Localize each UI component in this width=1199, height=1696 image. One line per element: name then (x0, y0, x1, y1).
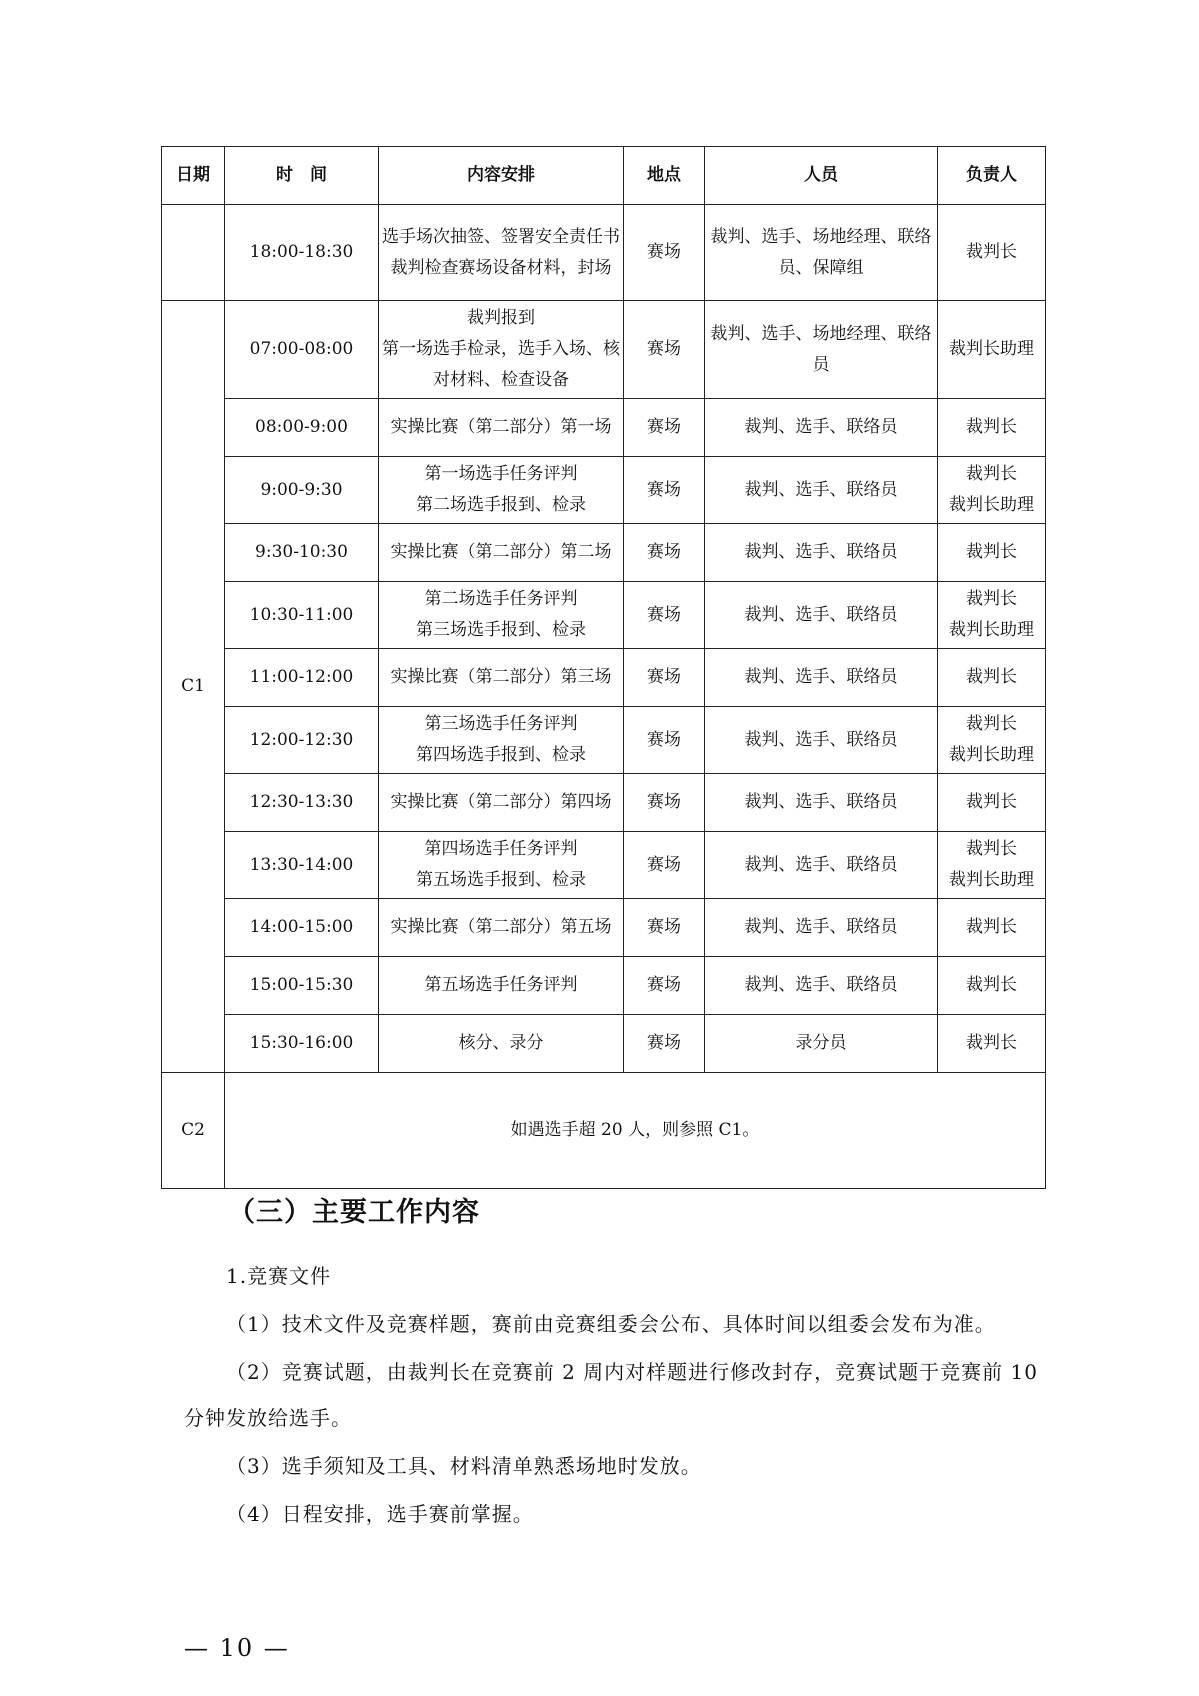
staff-cell: 录分员 (705, 1015, 938, 1073)
lead-line: 裁判长 (966, 667, 1017, 687)
staff-cell: 裁判、选手、联络员 (705, 899, 938, 957)
place-cell: 赛场 (624, 707, 705, 774)
lead-line: 裁判长 (966, 917, 1017, 937)
time-cell: 9:30-10:30 (225, 524, 379, 582)
staff-cell: 裁判、选手、联络员 (705, 707, 938, 774)
content-cell (379, 899, 624, 957)
place-cell: 赛场 (624, 301, 705, 399)
content-line: 实操比赛（第二部分）第一场 (390, 417, 612, 437)
place-cell: 赛场 (624, 957, 705, 1015)
place-cell: 赛场 (624, 832, 705, 899)
content-cell (379, 582, 624, 649)
page-number: — 10 — (184, 1634, 290, 1662)
time-cell: 11:00-12:00 (225, 649, 379, 707)
time-cell: 9:00-9:30 (225, 457, 379, 524)
place-cell: 赛场 (624, 399, 705, 457)
header-staff: 人员 (705, 147, 938, 205)
content-cell (379, 524, 624, 582)
content-line: 实操比赛（第二部分）第二场 (390, 542, 612, 562)
header-time: 时 间 (225, 147, 379, 205)
content-line: 第三场选手任务评判 (424, 714, 578, 734)
time-cell: 13:30-14:00 (225, 832, 379, 899)
staff-cell: 裁判、选手、场地经理、联络员 (705, 301, 938, 399)
date-cell (162, 205, 225, 301)
staff-cell: 裁判、选手、联络员 (705, 832, 938, 899)
paragraph-2-cont: 分钟发放给选手。 (184, 1406, 352, 1430)
place-cell: 赛场 (624, 457, 705, 524)
table-row (162, 524, 1046, 582)
table-row (162, 957, 1046, 1015)
table-row (162, 1015, 1046, 1073)
content-line: 选手场次抽签、签署安全责任书 (382, 226, 620, 247)
table-row (162, 457, 1046, 524)
content-cell (379, 205, 624, 301)
time-cell: 12:30-13:30 (225, 774, 379, 832)
lead-cell (938, 457, 1046, 524)
content-line: 实操比赛（第二部分）第三场 (390, 667, 612, 687)
staff-cell: 裁判、选手、联络员 (705, 649, 938, 707)
lead-line: 裁判长助理 (949, 495, 1034, 515)
date-cell: C1 (162, 301, 225, 1073)
lead-line: 裁判长助理 (949, 870, 1034, 890)
content-line: 第三场选手报到、检录 (416, 620, 586, 640)
lead-line: 裁判长 (966, 1033, 1017, 1053)
lead-cell (938, 832, 1046, 899)
content-cell (379, 832, 624, 899)
lead-cell (938, 1015, 1046, 1073)
content-cell (379, 649, 624, 707)
paragraph-4: （4）日程安排，选手赛前掌握。 (226, 1502, 534, 1526)
content-cell (379, 1015, 624, 1073)
time-cell: 10:30-11:00 (225, 582, 379, 649)
header-content: 内容安排 (379, 147, 624, 205)
staff-cell: 裁判、选手、联络员 (705, 774, 938, 832)
lead-line: 裁判长助理 (949, 620, 1034, 640)
content-cell (379, 457, 624, 524)
content-line: 第五场选手任务评判 (424, 975, 578, 995)
table-row (162, 205, 1046, 301)
table-row (162, 707, 1046, 774)
place-cell: 赛场 (624, 1015, 705, 1073)
staff-cell: 裁判、选手、联络员 (705, 582, 938, 649)
lead-line: 裁判长 (966, 839, 1017, 859)
paragraph-2: （2）竞赛试题，由裁判长在竞赛前 2 周内对样题进行修改封存，竞赛试题于竞赛前 10 (226, 1360, 1038, 1384)
place-cell: 赛场 (624, 649, 705, 707)
lead-cell (938, 957, 1046, 1015)
staff-cell: 裁判、选手、联络员 (705, 399, 938, 457)
table-row (162, 774, 1046, 832)
content-line: 实操比赛（第二部分）第四场 (390, 792, 612, 812)
table-row (162, 301, 1046, 399)
time-cell: 12:00-12:30 (225, 707, 379, 774)
schedule-table (161, 146, 1046, 1189)
subsection-title: 1.竞赛文件 (226, 1264, 332, 1288)
table-header-row (162, 147, 1046, 205)
lead-cell (938, 301, 1046, 399)
lead-line: 裁判长 (966, 242, 1017, 262)
time-cell: 14:00-15:00 (225, 899, 379, 957)
content-line: 第一场选手任务评判 (424, 464, 578, 484)
lead-line: 裁判长助理 (949, 339, 1034, 359)
lead-line: 裁判长 (966, 714, 1017, 734)
staff-cell: 裁判、选手、场地经理、联络员、保障组 (705, 205, 938, 301)
content-line: 第四场选手报到、检录 (416, 745, 586, 765)
lead-cell (938, 899, 1046, 957)
paragraph-1: （1）技术文件及竞赛样题，赛前由竞赛组委会公布、具体时间以组委会发布为准。 (226, 1312, 996, 1336)
time-cell: 08:00-9:00 (225, 399, 379, 457)
content-line: 核分、录分 (458, 1033, 544, 1053)
lead-line: 裁判长 (966, 464, 1017, 484)
table-row (162, 399, 1046, 457)
content-line: 第一场选手检录，选手入场、核对材料、检查设备 (382, 339, 620, 390)
lead-cell (938, 524, 1046, 582)
content-line: 第五场选手报到、检录 (416, 870, 586, 890)
table-row (162, 899, 1046, 957)
lead-cell (938, 399, 1046, 457)
header-place: 地点 (624, 147, 705, 205)
table-row (162, 582, 1046, 649)
place-cell: 赛场 (624, 205, 705, 301)
content-cell (379, 707, 624, 774)
lead-line: 裁判长助理 (949, 745, 1034, 765)
lead-line: 裁判长 (966, 975, 1017, 995)
table-row (162, 649, 1046, 707)
header-date: 日期 (162, 147, 225, 205)
content-line: 第二场选手任务评判 (424, 589, 578, 609)
staff-cell: 裁判、选手、联络员 (705, 457, 938, 524)
place-cell: 赛场 (624, 774, 705, 832)
lead-cell (938, 582, 1046, 649)
content-cell (379, 957, 624, 1015)
content-cell (379, 399, 624, 457)
content-line: 第二场选手报到、检录 (416, 495, 586, 515)
lead-cell (938, 205, 1046, 301)
lead-line: 裁判长 (966, 792, 1017, 812)
table-row (162, 1073, 1046, 1189)
place-cell: 赛场 (624, 899, 705, 957)
place-cell: 赛场 (624, 582, 705, 649)
content-cell (379, 301, 624, 399)
staff-cell: 裁判、选手、联络员 (705, 524, 938, 582)
content-line: 裁判报到 (467, 308, 535, 328)
content-line: 裁判检查赛场设备材料，封场 (390, 257, 612, 278)
time-cell: 07:00-08:00 (225, 301, 379, 399)
content-line: 实操比赛（第二部分）第五场 (390, 917, 612, 937)
table-row (162, 832, 1046, 899)
paragraph-3: （3）选手须知及工具、材料清单熟悉场地时发放。 (226, 1454, 702, 1478)
content-cell (379, 774, 624, 832)
lead-cell (938, 649, 1046, 707)
lead-line: 裁判长 (966, 542, 1017, 562)
header-lead: 负责人 (938, 147, 1046, 205)
lead-cell (938, 774, 1046, 832)
staff-cell: 裁判、选手、联络员 (705, 957, 938, 1015)
section-heading: （三）主要工作内容 (228, 1197, 480, 1228)
place-cell: 赛场 (624, 524, 705, 582)
lead-line: 裁判长 (966, 417, 1017, 437)
date-cell: C2 (162, 1073, 225, 1189)
lead-cell (938, 707, 1046, 774)
lead-line: 裁判长 (966, 589, 1017, 609)
c2-note-cell: 如遇选手超 20 人，则参照 C1。 (225, 1073, 1046, 1189)
time-cell: 15:30-16:00 (225, 1015, 379, 1073)
time-cell: 15:00-15:30 (225, 957, 379, 1015)
content-line: 第四场选手任务评判 (424, 839, 578, 859)
time-cell: 18:00-18:30 (225, 205, 379, 301)
